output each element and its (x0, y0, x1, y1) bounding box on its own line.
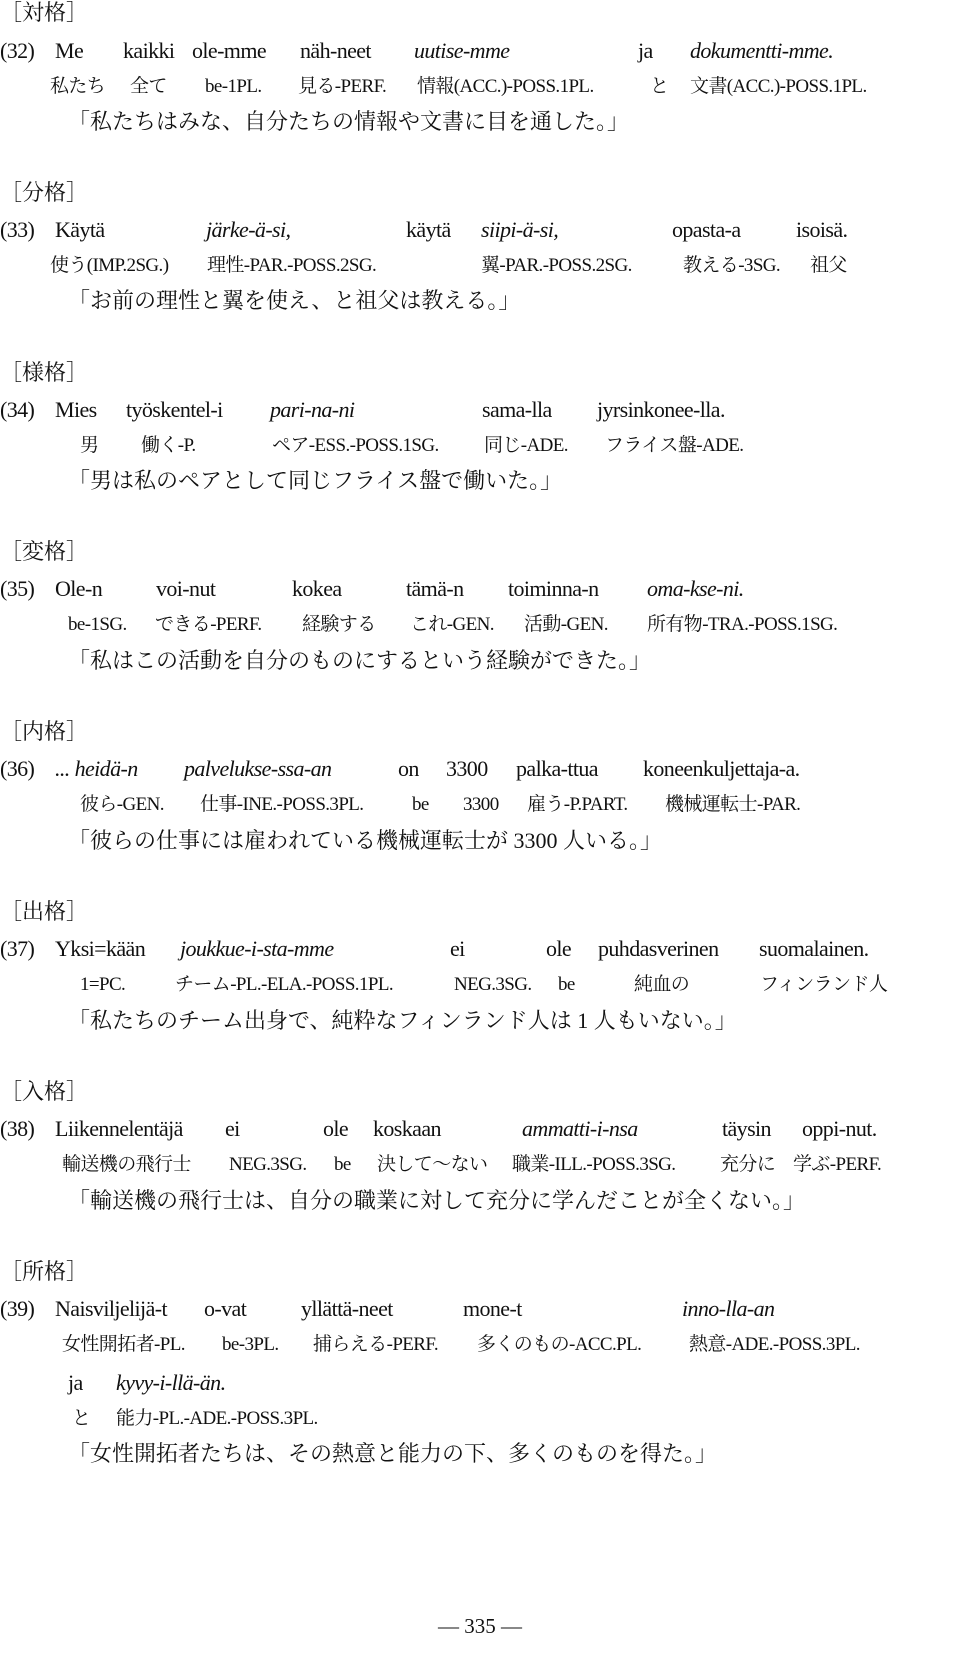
free-translation: 「私はこの活動を自分のものにするという経験ができた。」 (68, 648, 652, 673)
gloss-translation: be-1PL. (205, 76, 262, 97)
gloss-word: ... heidä-n (55, 756, 138, 781)
gloss-word: uutise-mme (414, 38, 510, 63)
gloss-word: koneenkuljettaja-a. (643, 756, 800, 781)
free-translation: 「彼らの仕事には雇われている機械運転士が 3300 人いる。」 (68, 828, 663, 853)
gloss-translation: NEG.3SG. (454, 974, 532, 995)
gloss-translation: チーム-PL.-ELA.-POSS.1PL. (175, 974, 393, 995)
gloss-translation: 雇う-P.PART. (527, 794, 628, 815)
gloss-word: oma-kse-ni. (647, 576, 744, 601)
gloss-word: ei (225, 1116, 240, 1141)
gloss-translation: 情報(ACC.)-POSS.1PL. (417, 76, 594, 97)
gloss-translation: 多くのもの-ACC.PL. (477, 1334, 642, 1355)
gloss-translation: be (412, 794, 429, 815)
gloss-translation: be-1SG. (68, 614, 127, 635)
gloss-word: tämä-n (406, 576, 464, 601)
gloss-word: ja (638, 38, 653, 63)
gloss-translation: 充分に (720, 1154, 776, 1175)
gloss-word: täysin (722, 1116, 771, 1141)
gloss-translation: 職業-ILL.-POSS.3SG. (512, 1154, 676, 1175)
gloss-word: opasta-a (672, 217, 741, 242)
gloss-translation: 翼-PAR.-POSS.2SG. (481, 255, 632, 276)
gloss-translation: be (334, 1154, 351, 1175)
gloss-word: 3300 (446, 756, 488, 781)
gloss-word: kaikki (123, 38, 175, 63)
gloss-word: isoisä. (796, 217, 848, 242)
example-number: (36) (0, 756, 35, 781)
gloss-translation: 経験する (302, 614, 376, 635)
gloss-translation: 同じ-ADE. (484, 435, 568, 456)
gloss-word: sama-lla (482, 397, 552, 422)
gloss-word: joukkue-i-sta-mme (180, 936, 334, 961)
gloss-translation: 私たち (50, 76, 106, 97)
gloss-translation: 女性開拓者-PL. (62, 1334, 185, 1355)
gloss-word: o-vat (204, 1296, 247, 1321)
free-translation: 「私たちのチーム出身で、純粋なフィンランド人は 1 人もいない。」 (68, 1008, 737, 1033)
gloss-translation: これ-GEN. (410, 614, 494, 635)
gloss-word: puhdasverinen (598, 936, 719, 961)
gloss-translation: 学ぶ-PERF. (793, 1154, 882, 1175)
section-heading: ［分格］ (0, 180, 89, 205)
gloss-translation: 見る-PERF. (298, 76, 387, 97)
gloss-word: mone-t (463, 1296, 522, 1321)
gloss-word: Yksi=kään (55, 936, 146, 961)
page-number: ― 335 ― (438, 1614, 522, 1638)
gloss-word: Ole-n (55, 576, 103, 601)
gloss-translation: 全て (130, 76, 167, 97)
gloss-word: näh-neet (300, 38, 371, 63)
gloss-translation: 文書(ACC.)-POSS.1PL. (690, 76, 867, 97)
gloss-translation: 1=PC. (80, 974, 126, 995)
gloss-translation: できる-PERF. (155, 614, 262, 635)
example-number: (34) (0, 397, 35, 422)
gloss-word: Liikennelentäjä (55, 1116, 183, 1141)
gloss-word: Käytä (55, 217, 105, 242)
gloss-translation: フライス盤-ADE. (605, 435, 744, 456)
gloss-word: pari-na-ni (270, 397, 355, 422)
gloss-word: jyrsinkonee-lla. (597, 397, 725, 422)
gloss-word: Me (55, 38, 84, 63)
gloss-word: palvelukse-ssa-an (184, 756, 332, 781)
gloss-translation: 仕事-INE.-POSS.3PL. (200, 794, 364, 815)
gloss-translation: 彼ら-GEN. (80, 794, 164, 815)
section-heading: ［所格］ (0, 1259, 89, 1284)
gloss-translation: 使う(IMP.2SG.) (50, 255, 169, 276)
free-translation: 「女性開拓者たちは、その熱意と能力の下、多くのものを得た。」 (68, 1441, 718, 1466)
gloss-translation: 教える-3SG. (683, 255, 781, 276)
gloss-word: järke-ä-si, (206, 217, 291, 242)
gloss-word: on (398, 756, 419, 781)
gloss-translation: 祖父 (810, 255, 847, 276)
free-translation: 「私たちはみな、自分たちの情報や文書に目を通した。」 (68, 109, 630, 134)
section-heading: ［様格］ (0, 360, 89, 385)
gloss-translation: be (558, 974, 575, 995)
gloss-word: ja (68, 1370, 83, 1395)
gloss-translation: 活動-GEN. (524, 614, 608, 635)
gloss-word: kyvy-i-llä-än. (116, 1370, 226, 1395)
gloss-word: yllättä-neet (301, 1296, 393, 1321)
section-heading: ［対格］ (0, 0, 89, 25)
gloss-word: ole (323, 1116, 349, 1141)
gloss-translation: フィンランド人 (760, 974, 888, 995)
gloss-word: inno-lla-an (682, 1296, 775, 1321)
gloss-translation: 理性-PAR.-POSS.2SG. (207, 255, 377, 276)
gloss-word: Naisviljelijä-t (55, 1296, 167, 1321)
gloss-word: koskaan (373, 1116, 441, 1141)
gloss-word: ole-mme (192, 38, 266, 63)
gloss-word: Mies (55, 397, 97, 422)
gloss-word: kokea (292, 576, 342, 601)
gloss-translation: 能力-PL.-ADE.-POSS.3PL. (116, 1408, 318, 1429)
gloss-translation: 捕らえる-PERF. (313, 1334, 438, 1355)
gloss-translation: 男 (80, 435, 99, 456)
gloss-word: ei (450, 936, 465, 961)
gloss-word: työskentel-i (126, 397, 223, 422)
gloss-translation: 3300 (463, 794, 499, 815)
example-number: (37) (0, 936, 35, 961)
section-heading: ［変格］ (0, 539, 89, 564)
gloss-word: ole (546, 936, 572, 961)
section-heading: ［入格］ (0, 1079, 89, 1104)
gloss-translation: 所有物-TRA.-POSS.1SG. (647, 614, 838, 635)
gloss-word: palka-ttua (516, 756, 598, 781)
gloss-translation: 機械運転士-PAR. (665, 794, 801, 815)
gloss-translation: 純血の (634, 974, 690, 995)
gloss-translation: NEG.3SG. (229, 1154, 307, 1175)
gloss-word: voi-nut (156, 576, 216, 601)
example-number: (33) (0, 217, 35, 242)
example-number: (38) (0, 1116, 35, 1141)
free-translation: 「男は私のペアとして同じフライス盤で働いた。」 (68, 468, 563, 493)
example-number: (35) (0, 576, 35, 601)
free-translation: 「輸送機の飛行士は、自分の職業に対して充分に学んだことが全くない。」 (68, 1188, 806, 1213)
example-number: (39) (0, 1296, 35, 1321)
section-heading: ［出格］ (0, 899, 89, 924)
gloss-word: siipi-ä-si, (481, 217, 559, 242)
gloss-translation: 熱意-ADE.-POSS.3PL. (689, 1334, 860, 1355)
gloss-translation: 決して〜ない (377, 1154, 488, 1175)
gloss-word: käytä (406, 217, 451, 242)
gloss-translation: 働く-P. (141, 435, 196, 456)
gloss-word: suomalainen. (759, 936, 869, 961)
gloss-translation: と (650, 76, 669, 97)
gloss-word: dokumentti-mme. (690, 38, 834, 63)
gloss-word: toiminna-n (508, 576, 599, 601)
gloss-translation: ペア-ESS.-POSS.1SG. (272, 435, 439, 456)
gloss-word: ammatti-i-nsa (522, 1116, 638, 1141)
example-number: (32) (0, 38, 35, 63)
gloss-word: oppi-nut. (802, 1116, 877, 1141)
gloss-translation: be-3PL. (222, 1334, 279, 1355)
free-translation: 「お前の理性と翼を使え、と祖父は教える。」 (68, 288, 521, 313)
section-heading: ［内格］ (0, 719, 89, 744)
gloss-translation: 輸送機の飛行士 (62, 1154, 191, 1175)
gloss-translation: と (72, 1408, 91, 1429)
